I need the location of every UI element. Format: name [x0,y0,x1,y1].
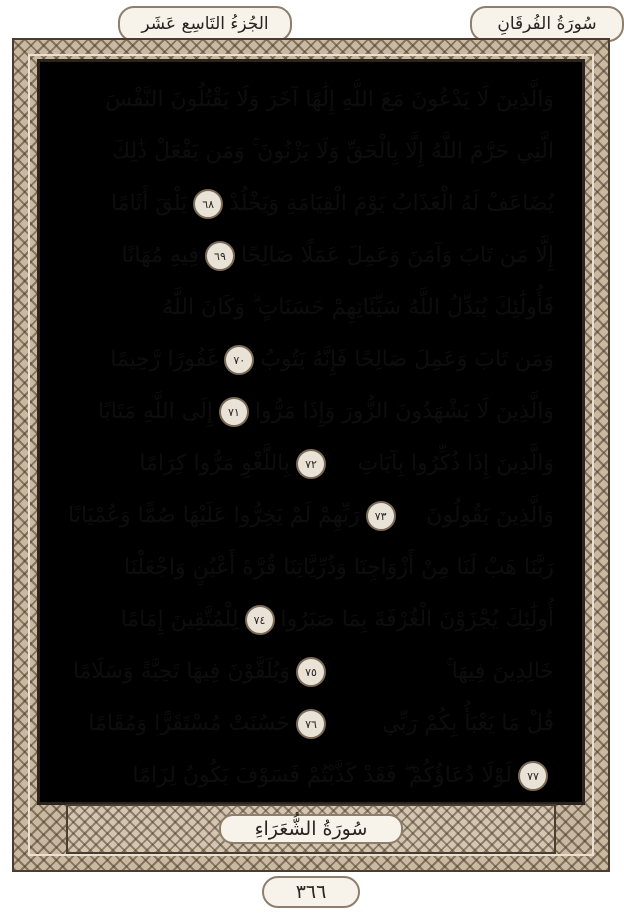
verse-text: يَلْقَ أَثَامًا [110,191,188,216]
verse-text: غَفُورًا رَّحِيمًا [110,347,219,372]
verse-text: يُضَاعَفْ لَهُ الْعَذَابُ يَوْمَ الْقِيَامَةِ وَيَخْلُدْ [229,191,554,216]
surah-title: سُورَةُ الفُرقَانِ [497,14,597,34]
ayah-number-marker: ٧٠ [224,345,254,375]
verse-text: رَبَّنَا هَبْ لَنَا مِنْ أَزْوَاجِنَا وَذُرِّيَّاتِنَا قُرَّةَ أَعْيُنٍ وَاجْعَلْنَا [124,555,554,580]
verse-line [68,544,554,592]
next-surah-title: سُورَةُ الشُّعَرَاءِ [219,814,404,844]
verse-line [68,180,554,228]
verse-line [68,76,554,124]
ayah-number-marker: ٧٥ [296,657,326,687]
ayah-number-marker: ٦٩ [205,241,235,271]
ayah-number-marker: ٧٣ [366,501,396,531]
page-number-label: ٣٦٦ [295,881,327,903]
verse-text: رَبِّهِمْ لَمْ يَخِرُّوا عَلَيْهَا صُمًّا وَعُمْيَانًا [68,503,360,528]
ayah-number-marker: ٧٦ [296,709,326,739]
verse-line [68,128,554,176]
page-number [262,876,360,908]
verse-text: إِلَّا مَن تَابَ وَآمَنَ وَعَمِلَ عَمَلًا صَالِحًا [240,243,554,268]
verse-text: فَأُولَٰئِكَ يُبَدِّلُ اللَّهُ سَيِّئَاتِهِمْ حَسَنَاتٍ ۗ وَكَانَ اللَّهُ [162,295,554,320]
ayah-number-marker: ٧٧ [518,761,548,791]
verse-line [68,700,554,748]
verse-text: وَالَّذِينَ إِذَا ذُكِّرُوا بِآيَاتِ [357,451,554,476]
ayah-number-marker: ٧٢ [296,449,326,479]
verse-text: فِيهِ مُهَانًا [121,243,199,268]
surah-header [470,6,624,42]
ayah-number-marker: ٧١ [219,397,249,427]
verse-text: لَوْلَا دُعَاؤُكُمْ ۖ فَقَدْ كَذَّبْتُمْ فَسَوْفَ يَكُونُ لِزَامًا [132,763,512,788]
verse-text: إِلَى اللَّهِ مَتَابًا [97,399,213,424]
verse-text: بِاللَّغْوِ مَرُّوا كِرَامًا [139,451,290,476]
verse-text: قُلْ مَا يَعْبَأُ بِكُمْ رَبِّي [382,711,554,736]
verse-line [68,284,554,332]
verse-line [68,752,554,800]
ayah-number-marker: ٦٨ [193,189,223,219]
verse-text: وَمَن تَابَ وَعَمِلَ صَالِحًا فَإِنَّهُ يَتُوبُ [260,347,554,372]
verse-text: حَسُنَتْ مُسْتَقَرًّا وَمُقَامًا [88,711,290,736]
verse-text-area [40,62,582,802]
verse-text: خَالِدِينَ فِيهَا ۚ [446,659,554,684]
juz-title: الجُزءُ التَاسِع عَشَر [141,14,269,34]
verse-text: لِلْمُتَّقِينَ إِمَامًا [120,607,239,632]
verse-line [68,596,554,644]
verse-line [68,232,554,280]
verse-text: وَالَّذِينَ لَا يَشْهَدُونَ الزُّورَ وَإِذَا مَرُّوا [254,399,554,424]
verse-line [68,648,554,696]
verse-text: أُولَٰئِكَ يُجْزَوْنَ الْغُرْفَةَ بِمَا صَبَرُوا [280,607,554,632]
verse-text: الَّتِي حَرَّمَ اللَّهُ إِلَّا بِالْحَقِّ وَلَا يَزْنُونَ ۚ وَمَن يَفْعَلْ ذَٰلِكَ [111,139,554,164]
surah-banner [66,804,556,854]
verse-line [68,440,554,488]
verse-text: وَالَّذِينَ يَقُولُونَ [426,503,554,528]
verse-text: وَالَّذِينَ لَا يَدْعُونَ مَعَ اللَّهِ إِلَٰهًا آخَرَ وَلَا يَقْتُلُونَ النَّفْسَ [104,87,554,112]
ayah-number-marker: ٧٤ [245,605,275,635]
verse-line [68,336,554,384]
verse-line [68,492,554,540]
verse-text: وَيُلَقَّوْنَ فِيهَا تَحِيَّةً وَسَلَامًا [72,659,290,684]
juz-header [118,6,292,42]
verse-line [68,388,554,436]
